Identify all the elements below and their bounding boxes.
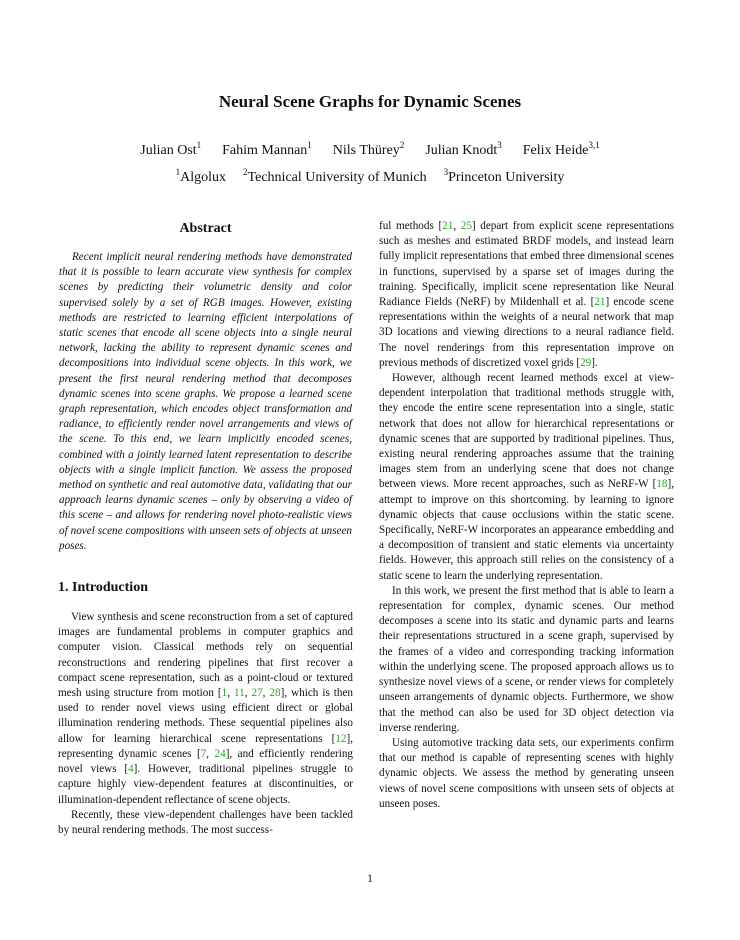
abstract-text: Recent implicit neural rendering methods have demonstrated that it is possible to learn accurate view synthesis for complex scenes by predicting their volumetric density and color supervised solely by a set of RGB images. However, existing methods are restricted to learning efficient interpolations of static scenes that encode all scene objects into a single neural network, lacking the ability to represent dynamic scenes and decompositions into individual scene objects. In this work, we present the first neural rendering method that decomposes dynamic scenes into scene graphs. We propose a learned scene graph representation, which encodes object transformation and radiance, to efficiently render novel arrangements and views of the scene. To this end, we learn implicitly encoded scenes, combined with a jointly learned latent representation to describe objects with a single implicit function. We assess the proposed method on synthetic and real automotive data, validating that our approach learns dynamic scenes – only by observing a video of this scene – and allows for rendering novel photo-realistic views of novel scene compositions with unseen sets of objects at unseen poses. [59,251,352,552]
citation-link[interactable]: 18 [656,478,668,491]
citation-link[interactable]: 24 [214,747,226,760]
intro-paragraph-2-cont: ful methods [21, 25] depart from explicit scene representations such as meshes and estimated BRDF models, and instead learn fully implicit representations that embed three dimensional scenes in functions, supervised by a sparse set of images during the training. Specifically, implicit scene representation like Neural Radiance Fields (NeRF) by Mildenhall et al. [21] encode scene representations within the weights of a neural network that map 3D locations and viewing directions to a neural radiance field. The novel renderings from this representation improve on previous methods of discretized voxel grids [29]. [379,220,674,369]
author-list [0,140,740,159]
citation-link[interactable]: 11 [234,687,245,700]
left-column [58,218,353,838]
section-heading-introduction: 1. Introduction [58,580,148,596]
author: Fahim Mannan$^1$ [222,140,312,158]
intro-paragraph-5: Using automotive tracking data sets, our experiments confirm that our method is capable of representing scenes with highly dynamic objects. We assess the method by generating unseen views of novel scene compositions with unseen sets of objects at unseen poses. [379,736,674,810]
affiliation: $^2$Technical University of Munich [243,167,427,185]
citation-link[interactable]: 12 [335,732,347,745]
author: Julian Ost$^1$ [140,140,202,158]
affiliation: $^1$Algolux [175,167,227,185]
citation-link[interactable]: 4 [128,763,134,776]
intro-paragraph-3: However, although recent learned methods excel at view-dependent interpolation that traditional methods struggle with, they encode the entire scene representation into a single, static network that does not allow for hierarchical representations or dynamic scenes that are supported by traditional pipelines. Thus, existing neural rendering approaches assume that the training images stem from an underlying scene that does not change between views. More recent approaches, such as NeRF-W [18], attempt to improve on this shortcoming. by learning to ignore dynamic objects that cause occlusions within the static scene. Specifically, NeRF-W incorporates an appearance embedding and a decomposition of transient and static elements via uncertainty fields. However, this approach still relies on the consistency of a static scene to learn the underlying representation. [379,372,674,582]
citation-link[interactable]: 27 [251,687,263,700]
citation-link[interactable]: 1 [221,687,228,700]
author: Julian Knodt$^3$ [425,140,502,158]
author: Felix Heide$^{3,1}$ [522,140,600,158]
citation-link[interactable]: 29 [580,356,592,369]
citation-link[interactable]: 28 [269,687,281,700]
right-column [379,219,674,812]
citation-link[interactable]: 21 [594,296,606,309]
intro-paragraph-2-start: Recently, these view-dependent challenges have been tackled by neural rendering methods. The most success- [58,808,353,836]
author: Nils Thürey$^2$ [332,140,405,158]
abstract-heading: Abstract [179,221,232,236]
paper-title: Neural Scene Graphs for Dynamic Scenes [218,92,522,111]
intro-paragraph-1: View synthesis and scene reconstruction from a set of captured images are fundamental problems in computer graphics and computer vision. Classical methods rely on sequential reconstructions and rendering pipelines that first recover a compact scene representation, such as a point-cloud or textured mesh using structure from motion [1, 11, 27, 28], which is then used to render novel views using efficient direct or global illumination rendering methods. These sequential pipelines also allow for learning hierarchical scene representations [12], representing dynamic scenes [7, 24], and efficiently rendering novel views [4]. However, traditional pipelines struggle to capture highly view-dependent features at discontinuities, or illumination-dependent reflectance of scene objects. [58,611,353,806]
affiliation-list [0,167,740,186]
intro-paragraph-4: In this work, we present the first method that is able to learn a representation for complex, dynamic scenes. Our method decomposes a scene into its static and dynamic parts and learns their representations structured in a scene graph, supervised by the frames of a video and corresponding tracking information within the underlying scene. The proposed approach allows us to synthesize novel views of a scene, or render views for completely unseen arrangements of dynamic objects. Furthermore, we show that the method can also be used for 3D object detection via inverse rendering. [379,584,674,734]
citation-link[interactable]: 25 [460,220,472,232]
citation-link[interactable]: 21 [442,220,454,232]
affiliation: $^3$Princeton University [443,167,565,185]
page-number: 1 [367,873,373,885]
citation-link[interactable]: 7 [200,747,207,760]
